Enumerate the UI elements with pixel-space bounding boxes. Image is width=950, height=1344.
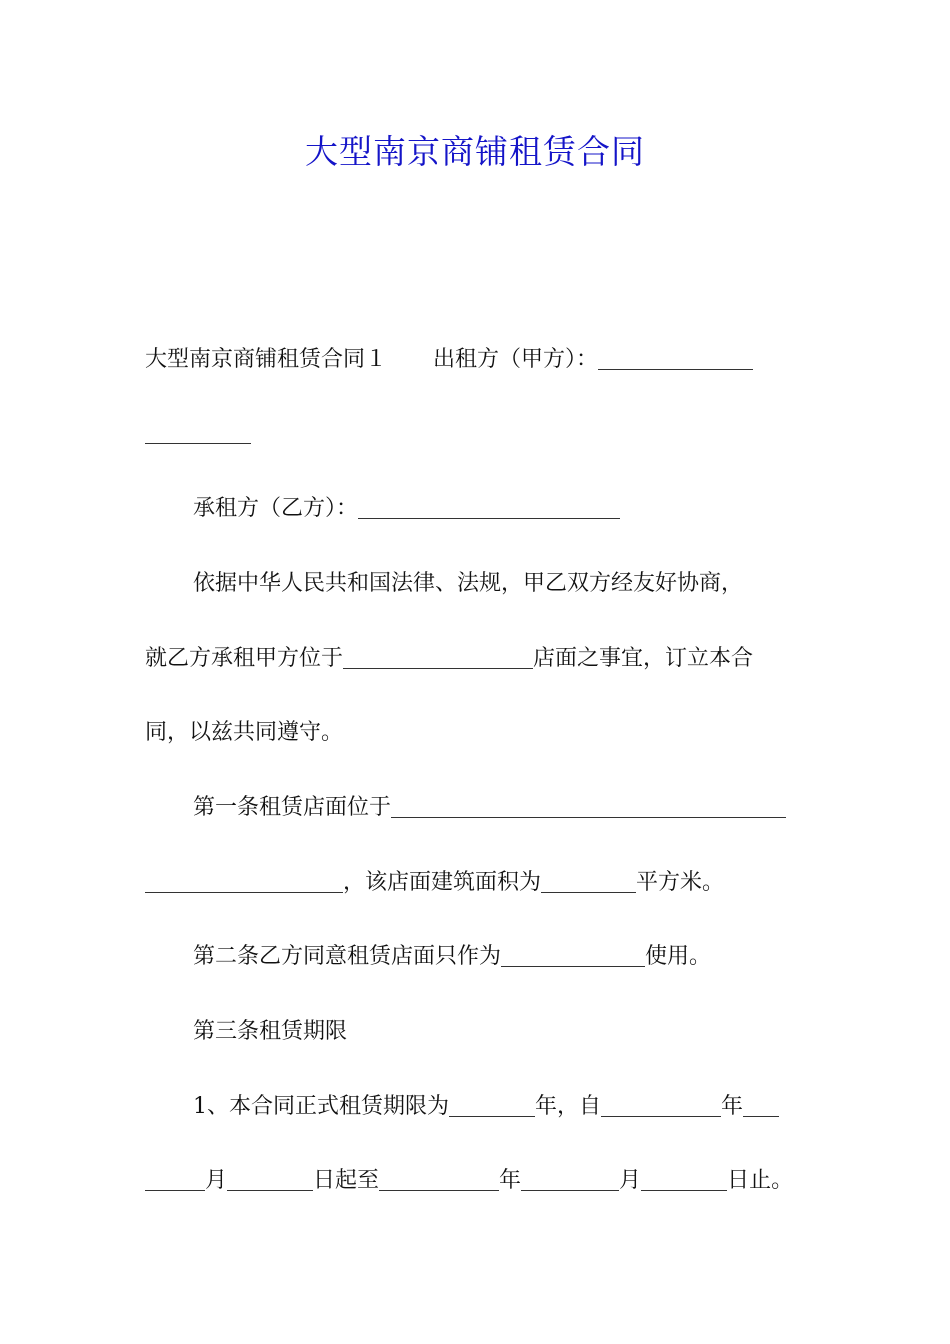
article-2-line <box>193 937 810 977</box>
shop-address-blank-continued[interactable] <box>145 870 343 893</box>
article-3-line <box>193 1012 810 1052</box>
start-year-unit: 年 <box>721 1094 744 1119</box>
start-month-blank[interactable] <box>743 1094 779 1117</box>
usage-blank[interactable] <box>501 944 645 967</box>
start-year-blank[interactable] <box>601 1094 721 1117</box>
preamble-text: 依据中华人民共和国法律、法规，甲乙双方经友好协商， <box>193 571 744 596</box>
start-day-blank[interactable] <box>227 1168 313 1191</box>
tenant-blank[interactable] <box>358 496 620 519</box>
start-month-blank-continued[interactable] <box>145 1168 205 1191</box>
article-2-text: 第二条乙方同意租赁店面只作为 <box>193 944 502 969</box>
tenant-label: 承租方（乙方）： <box>193 496 359 521</box>
contract-heading-inline: 大型南京商铺租赁合同１ <box>145 347 388 372</box>
shop-address-blank[interactable] <box>391 795 786 818</box>
area-blank[interactable] <box>541 870 636 893</box>
term-line-2 <box>145 1161 810 1201</box>
landlord-blank-continued[interactable] <box>145 421 251 444</box>
area-text: ，该店面建筑面积为 <box>343 870 542 895</box>
preamble-line-2 <box>145 639 810 679</box>
landlord-line-continued <box>145 414 810 454</box>
start-month-unit: 月 <box>205 1168 228 1193</box>
article-1-line-2 <box>145 863 810 903</box>
area-unit-text: 平方米。 <box>636 870 725 895</box>
end-day-blank[interactable] <box>641 1168 727 1191</box>
preamble-text-3: 同，以兹共同遵守。 <box>145 720 344 745</box>
document-title: 大型南京商铺租赁合同 <box>305 132 645 171</box>
term-text: 1、本合同正式租赁期限为 <box>193 1094 449 1119</box>
landlord-blank[interactable] <box>598 347 753 370</box>
preamble-line-3 <box>145 713 810 753</box>
term-year-from-text: 年，自 <box>535 1094 602 1119</box>
article-1-line <box>193 788 810 828</box>
article-2-tail: 使用。 <box>645 944 712 969</box>
end-month-unit: 月 <box>619 1168 642 1193</box>
term-line <box>193 1087 810 1127</box>
end-month-blank[interactable] <box>521 1168 619 1191</box>
article-1-text: 第一条租赁店面位于 <box>193 795 392 820</box>
article-3-heading: 第三条租赁期限 <box>193 1019 348 1044</box>
end-year-unit: 年 <box>499 1168 522 1193</box>
shop-location-blank[interactable] <box>343 646 533 669</box>
preamble-line <box>193 564 810 604</box>
start-day-unit: 日起至 <box>313 1168 380 1193</box>
term-years-blank[interactable] <box>449 1094 535 1117</box>
end-day-unit: 日止。 <box>727 1168 794 1193</box>
end-year-blank[interactable] <box>379 1168 499 1191</box>
preamble-text-2a: 就乙方承租甲方位于 <box>145 646 344 671</box>
landlord-line <box>145 340 810 380</box>
landlord-label: 出租方（甲方）： <box>433 347 599 372</box>
preamble-text-2b: 店面之事宜，订立本合 <box>533 646 754 671</box>
tenant-line <box>193 489 810 529</box>
